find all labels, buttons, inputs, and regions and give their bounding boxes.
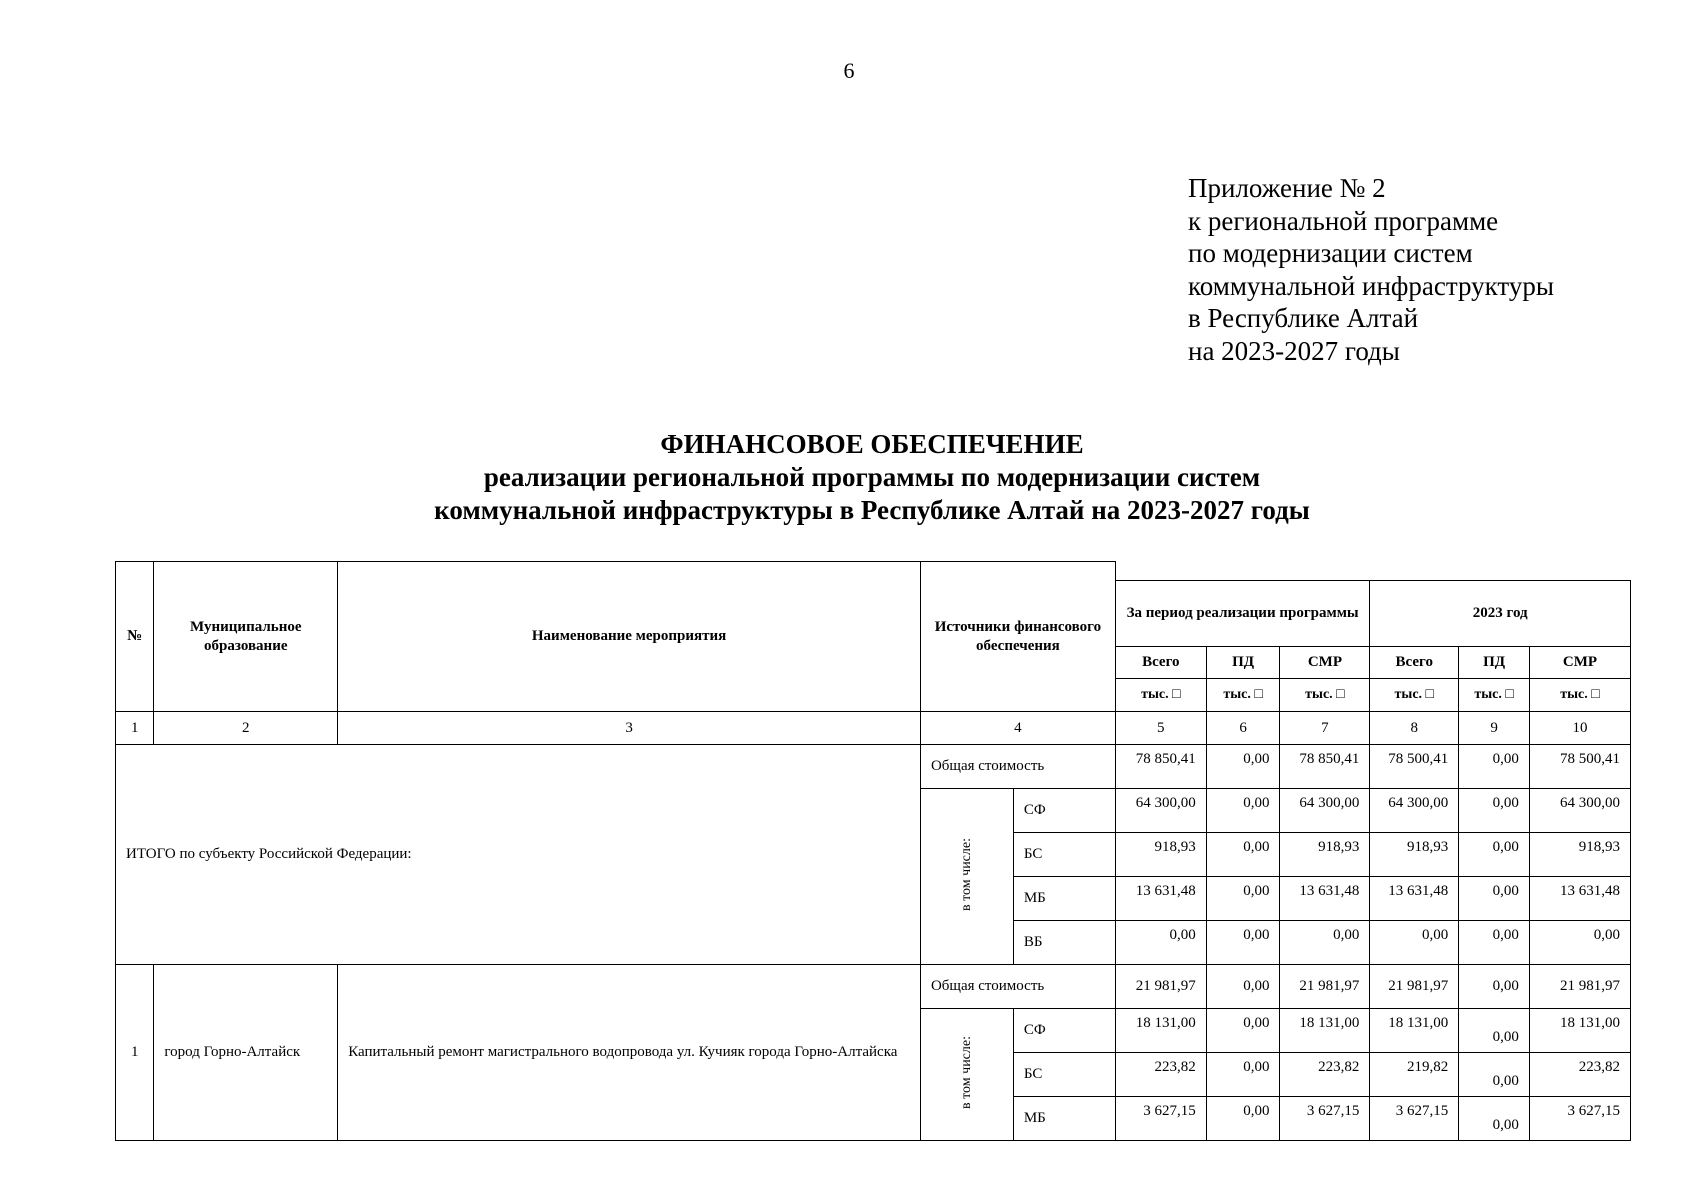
column-number: 2 [154, 712, 338, 745]
value-cell: 0,00 [1206, 789, 1280, 833]
value-cell: 0,00 [1206, 877, 1280, 921]
header-year: 2023 год [1370, 581, 1631, 647]
value-cell: 64 300,00 [1370, 789, 1459, 833]
value-cell: 18 131,00 [1280, 1009, 1370, 1053]
source-code: ВБ [1013, 921, 1115, 965]
value-cell: 0,00 [1206, 1097, 1280, 1141]
value-cell: 18 131,00 [1370, 1009, 1459, 1053]
source-code: СФ [1013, 789, 1115, 833]
value-cell: 21 981,97 [1370, 965, 1459, 1009]
value-cell: 0,00 [1459, 1053, 1530, 1097]
header-unit: тыс. □ [1529, 679, 1630, 712]
column-number: 1 [116, 712, 154, 745]
header-total: Всего [1115, 647, 1206, 679]
total-cost-label: Общая стоимость [920, 745, 1115, 789]
header-period: За период реализации программы [1115, 581, 1369, 647]
value-cell: 0,00 [1459, 965, 1530, 1009]
header-sources: Источники финансового обеспечения [920, 562, 1115, 712]
value-cell: 0,00 [1459, 921, 1530, 965]
including-label: в том числе: [920, 789, 1013, 965]
value-cell: 0,00 [1529, 921, 1630, 965]
value-cell: 0,00 [1115, 921, 1206, 965]
value-cell: 0,00 [1206, 745, 1280, 789]
column-number: 3 [338, 712, 921, 745]
value-cell: 78 850,41 [1280, 745, 1370, 789]
appendix-line: Приложение № 2 [1188, 173, 1386, 203]
value-cell: 3 627,15 [1370, 1097, 1459, 1141]
column-number: 7 [1280, 712, 1370, 745]
value-cell: 13 631,48 [1529, 877, 1630, 921]
value-cell: 223,82 [1280, 1053, 1370, 1097]
header-num: № [116, 562, 154, 712]
value-cell: 0,00 [1459, 1097, 1530, 1141]
value-cell: 0,00 [1459, 745, 1530, 789]
appendix-line: к региональной программе [1188, 205, 1499, 236]
column-number: 4 [920, 712, 1115, 745]
header-unit: тыс. □ [1115, 679, 1206, 712]
header-smr: СМР [1280, 647, 1370, 679]
header-activity: Наименование мероприятия [338, 562, 921, 712]
title-line: реализации региональной программы по модернизации систем [483, 462, 1261, 492]
header-municipality: Муниципальное образование [154, 562, 338, 712]
value-cell: 0,00 [1459, 833, 1530, 877]
total-cost-label: Общая стоимость [920, 965, 1115, 1009]
column-number-row [116, 712, 1631, 745]
source-code: МБ [1013, 1097, 1115, 1141]
value-cell: 0,00 [1206, 1053, 1280, 1097]
header-pd: ПД [1459, 647, 1530, 679]
header-pd: ПД [1206, 647, 1280, 679]
header-unit: тыс. □ [1280, 679, 1370, 712]
header-unit: тыс. □ [1459, 679, 1530, 712]
value-cell: 0,00 [1459, 1009, 1530, 1053]
appendix-line: в Республике Алтай [1188, 303, 1419, 333]
value-cell: 21 981,97 [1280, 965, 1370, 1009]
appendix-line: коммунальной инфраструктуры [1188, 270, 1554, 301]
value-cell: 21 981,97 [1529, 965, 1630, 1009]
value-cell: 3 627,15 [1280, 1097, 1370, 1141]
total-label: ИТОГО по субъекту Российской Федерации: [116, 745, 921, 965]
document-title [0, 428, 1698, 527]
value-cell: 13 631,48 [1370, 877, 1459, 921]
value-cell: 918,93 [1280, 833, 1370, 877]
page-number: 6 [843, 58, 855, 83]
including-label: в том числе: [920, 1009, 1013, 1141]
header-unit: тыс. □ [1370, 679, 1459, 712]
item-activity: Капитальный ремонт магистрального водопровода ул. Кучияк города Горно-Алтайска [338, 965, 921, 1141]
value-cell: 0,00 [1370, 921, 1459, 965]
total-cost-row [116, 745, 1631, 789]
value-cell: 0,00 [1206, 921, 1280, 965]
value-cell: 78 850,41 [1115, 745, 1206, 789]
title-line: коммунальной инфраструктуры в Республике Алтай на 2023-2027 годы [434, 495, 1310, 525]
appendix-line: по модернизации систем [1188, 238, 1473, 268]
value-cell: 64 300,00 [1115, 789, 1206, 833]
appendix-note [1188, 172, 1554, 367]
value-cell: 18 131,00 [1115, 1009, 1206, 1053]
value-cell: 223,82 [1529, 1053, 1630, 1097]
item-total-cost-row [116, 965, 1631, 1009]
value-cell: 13 631,48 [1280, 877, 1370, 921]
source-code: БС [1013, 1053, 1115, 1097]
value-cell: 0,00 [1459, 877, 1530, 921]
value-cell: 0,00 [1206, 1009, 1280, 1053]
value-cell: 0,00 [1280, 921, 1370, 965]
value-cell: 64 300,00 [1280, 789, 1370, 833]
value-cell: 918,93 [1529, 833, 1630, 877]
item-municipality: город Горно-Алтайск [154, 965, 338, 1141]
value-cell: 3 627,15 [1529, 1097, 1630, 1141]
column-number: 5 [1115, 712, 1206, 745]
value-cell: 918,93 [1115, 833, 1206, 877]
title-line: ФИНАНСОВОЕ ОБЕСПЕЧЕНИЕ [660, 429, 1084, 459]
header-total: Всего [1370, 647, 1459, 679]
value-cell: 918,93 [1370, 833, 1459, 877]
value-cell: 223,82 [1115, 1053, 1206, 1097]
value-cell: 13 631,48 [1115, 877, 1206, 921]
value-cell: 219,82 [1370, 1053, 1459, 1097]
column-number: 8 [1370, 712, 1459, 745]
source-code: МБ [1013, 877, 1115, 921]
source-code: БС [1013, 833, 1115, 877]
value-cell: 78 500,41 [1529, 745, 1630, 789]
value-cell: 0,00 [1206, 833, 1280, 877]
column-number: 6 [1206, 712, 1280, 745]
value-cell: 21 981,97 [1115, 965, 1206, 1009]
column-number: 9 [1459, 712, 1530, 745]
value-cell: 18 131,00 [1529, 1009, 1630, 1053]
value-cell: 0,00 [1459, 789, 1530, 833]
source-code: СФ [1013, 1009, 1115, 1053]
value-cell: 0,00 [1206, 965, 1280, 1009]
value-cell: 3 627,15 [1115, 1097, 1206, 1141]
item-number: 1 [116, 965, 154, 1141]
value-cell: 78 500,41 [1370, 745, 1459, 789]
value-cell: 64 300,00 [1529, 789, 1630, 833]
header-unit: тыс. □ [1206, 679, 1280, 712]
appendix-line: на 2023-2027 годы [1188, 335, 1400, 366]
header-smr: СМР [1529, 647, 1630, 679]
financing-table [115, 561, 1631, 1141]
column-number: 10 [1529, 712, 1630, 745]
